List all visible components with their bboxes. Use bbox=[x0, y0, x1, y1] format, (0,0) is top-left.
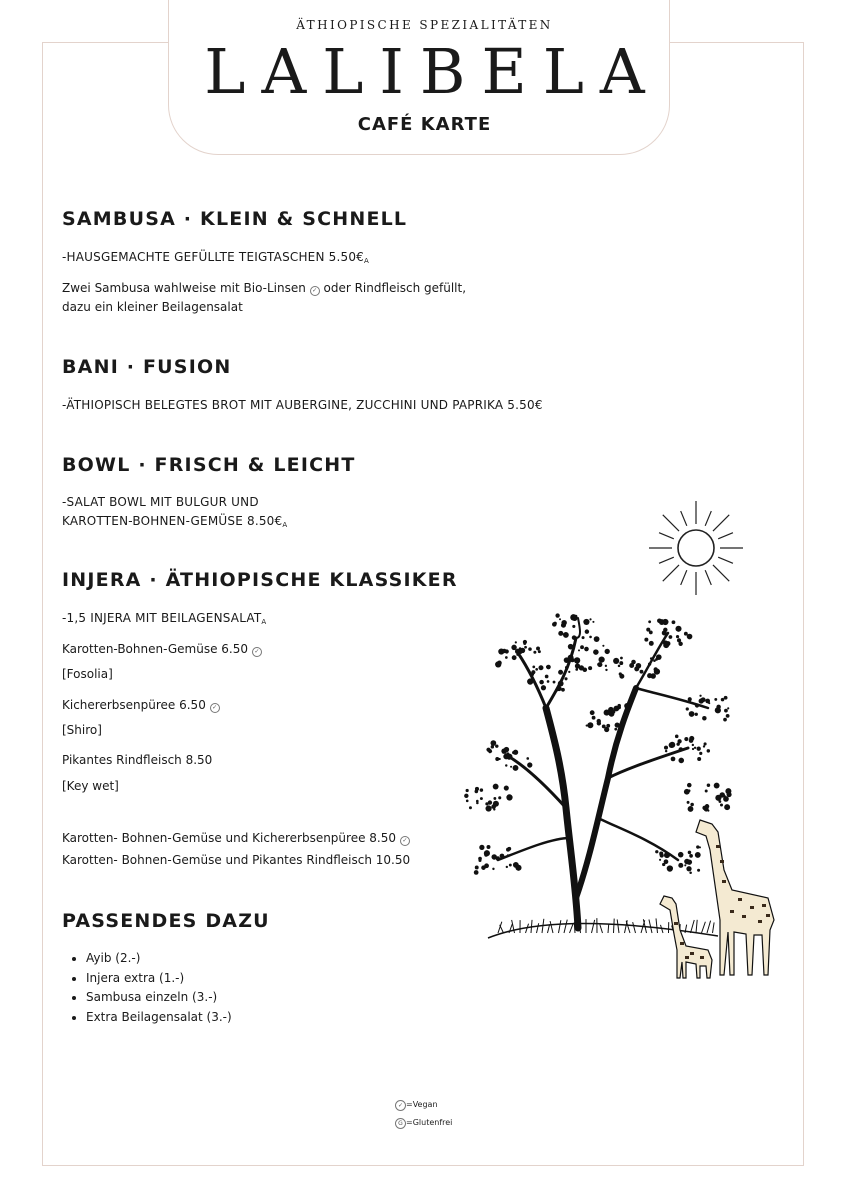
section-heading-extras: PASSENDES DAZU bbox=[62, 910, 270, 932]
item-name: Karotten- Bohnen-Gemüse und Pikantes Rindfleisch 10.50 bbox=[62, 853, 411, 867]
item-text: -1,5 INJERA MIT BEILAGENSALAT bbox=[62, 611, 262, 625]
menu-item-bowl-line1: -SALAT BOWL MIT BULGUR UND bbox=[62, 495, 259, 509]
item-description-sambusa-line2: dazu ein kleiner Beilagensalat bbox=[62, 300, 243, 314]
item-name: Pikantes Rindfleisch 8.50 bbox=[62, 753, 213, 767]
menu-item-bani: -ÄTHIOPISCH BELEGTES BROT MIT AUBERGINE, ZUCCHINI UND PAPRIKA 5.50€ bbox=[62, 398, 543, 412]
section-heading-bowl: BOWL · FRISCH & LEICHT bbox=[62, 454, 356, 476]
vegan-icon: ✓ bbox=[252, 647, 262, 657]
allergen-mark: A bbox=[282, 521, 288, 529]
item-name: Karotten- Bohnen-Gemüse und Kichererbsenpüree 8.50 bbox=[62, 831, 397, 845]
legend-text: =Vegan bbox=[406, 1100, 438, 1109]
item-text: KAROTTEN-BOHNEN-GEMÜSE 8.50€ bbox=[62, 514, 283, 528]
header-subtitle: ÄTHIOPISCHE SPEZIALITÄTEN bbox=[296, 18, 553, 32]
item-name: Karotten-Bohnen-Gemüse 6.50 bbox=[62, 642, 249, 656]
description-text: Zwei Sambusa wahlweise mit Bio-Linsen bbox=[62, 281, 306, 295]
item-alias-shiro: [Shiro] bbox=[62, 723, 102, 737]
legend-vegan bbox=[395, 1100, 438, 1111]
item-description-sambusa bbox=[62, 281, 466, 296]
legend-gluten bbox=[395, 1118, 452, 1129]
list-item: • Extra Beilagensalat (3.-) bbox=[86, 1008, 232, 1028]
allergen-mark: A bbox=[364, 257, 370, 265]
vegan-icon: ✓ bbox=[400, 836, 410, 846]
menu-item-key-wet bbox=[62, 753, 212, 768]
list-item: • Sambusa einzeln (3.-) bbox=[86, 988, 232, 1008]
gluten-free-icon: G bbox=[395, 1118, 406, 1129]
section-heading-sambusa: SAMBUSA · KLEIN & SCHNELL bbox=[62, 208, 408, 230]
vegan-icon: ✓ bbox=[310, 286, 320, 296]
extras-list bbox=[62, 949, 232, 1027]
menu-item-injera-intro bbox=[62, 611, 266, 630]
menu-item-bowl-line2 bbox=[62, 514, 287, 533]
menu-item-fosolia bbox=[62, 642, 262, 657]
menu-item-sambusa bbox=[62, 250, 369, 269]
description-text: oder Rindfleisch gefüllt, bbox=[323, 281, 467, 295]
legend-text: =Glutenfrei bbox=[406, 1118, 453, 1127]
item-alias-fosolia: [Fosolia] bbox=[62, 667, 113, 681]
item-text: -HAUSGEMACHTE GEFÜLLTE TEIGTASCHEN 5.50€ bbox=[62, 250, 365, 264]
menu-title: CAFÉ KARTE bbox=[357, 114, 492, 135]
section-heading-bani: BANI · FUSION bbox=[62, 356, 232, 378]
vegan-icon: ✓ bbox=[395, 1100, 406, 1111]
vegan-icon: ✓ bbox=[210, 703, 220, 713]
giraffe-illustration bbox=[650, 810, 780, 980]
menu-item-shiro bbox=[62, 698, 220, 713]
brand-logo: LALIBELA bbox=[204, 35, 661, 108]
item-name: Kichererbsenpüree 6.50 bbox=[62, 698, 206, 712]
list-item: • Injera extra (1.-) bbox=[86, 969, 232, 989]
section-heading-injera: INJERA · ÄTHIOPISCHE KLASSIKER bbox=[62, 569, 458, 591]
item-alias-key-wet: [Key wet] bbox=[62, 779, 119, 793]
menu-item-combo-2 bbox=[62, 853, 410, 868]
list-item: • Ayib (2.-) bbox=[86, 949, 232, 969]
menu-item-combo-1 bbox=[62, 831, 410, 846]
sun-icon bbox=[648, 500, 744, 596]
allergen-mark: A bbox=[261, 618, 267, 626]
